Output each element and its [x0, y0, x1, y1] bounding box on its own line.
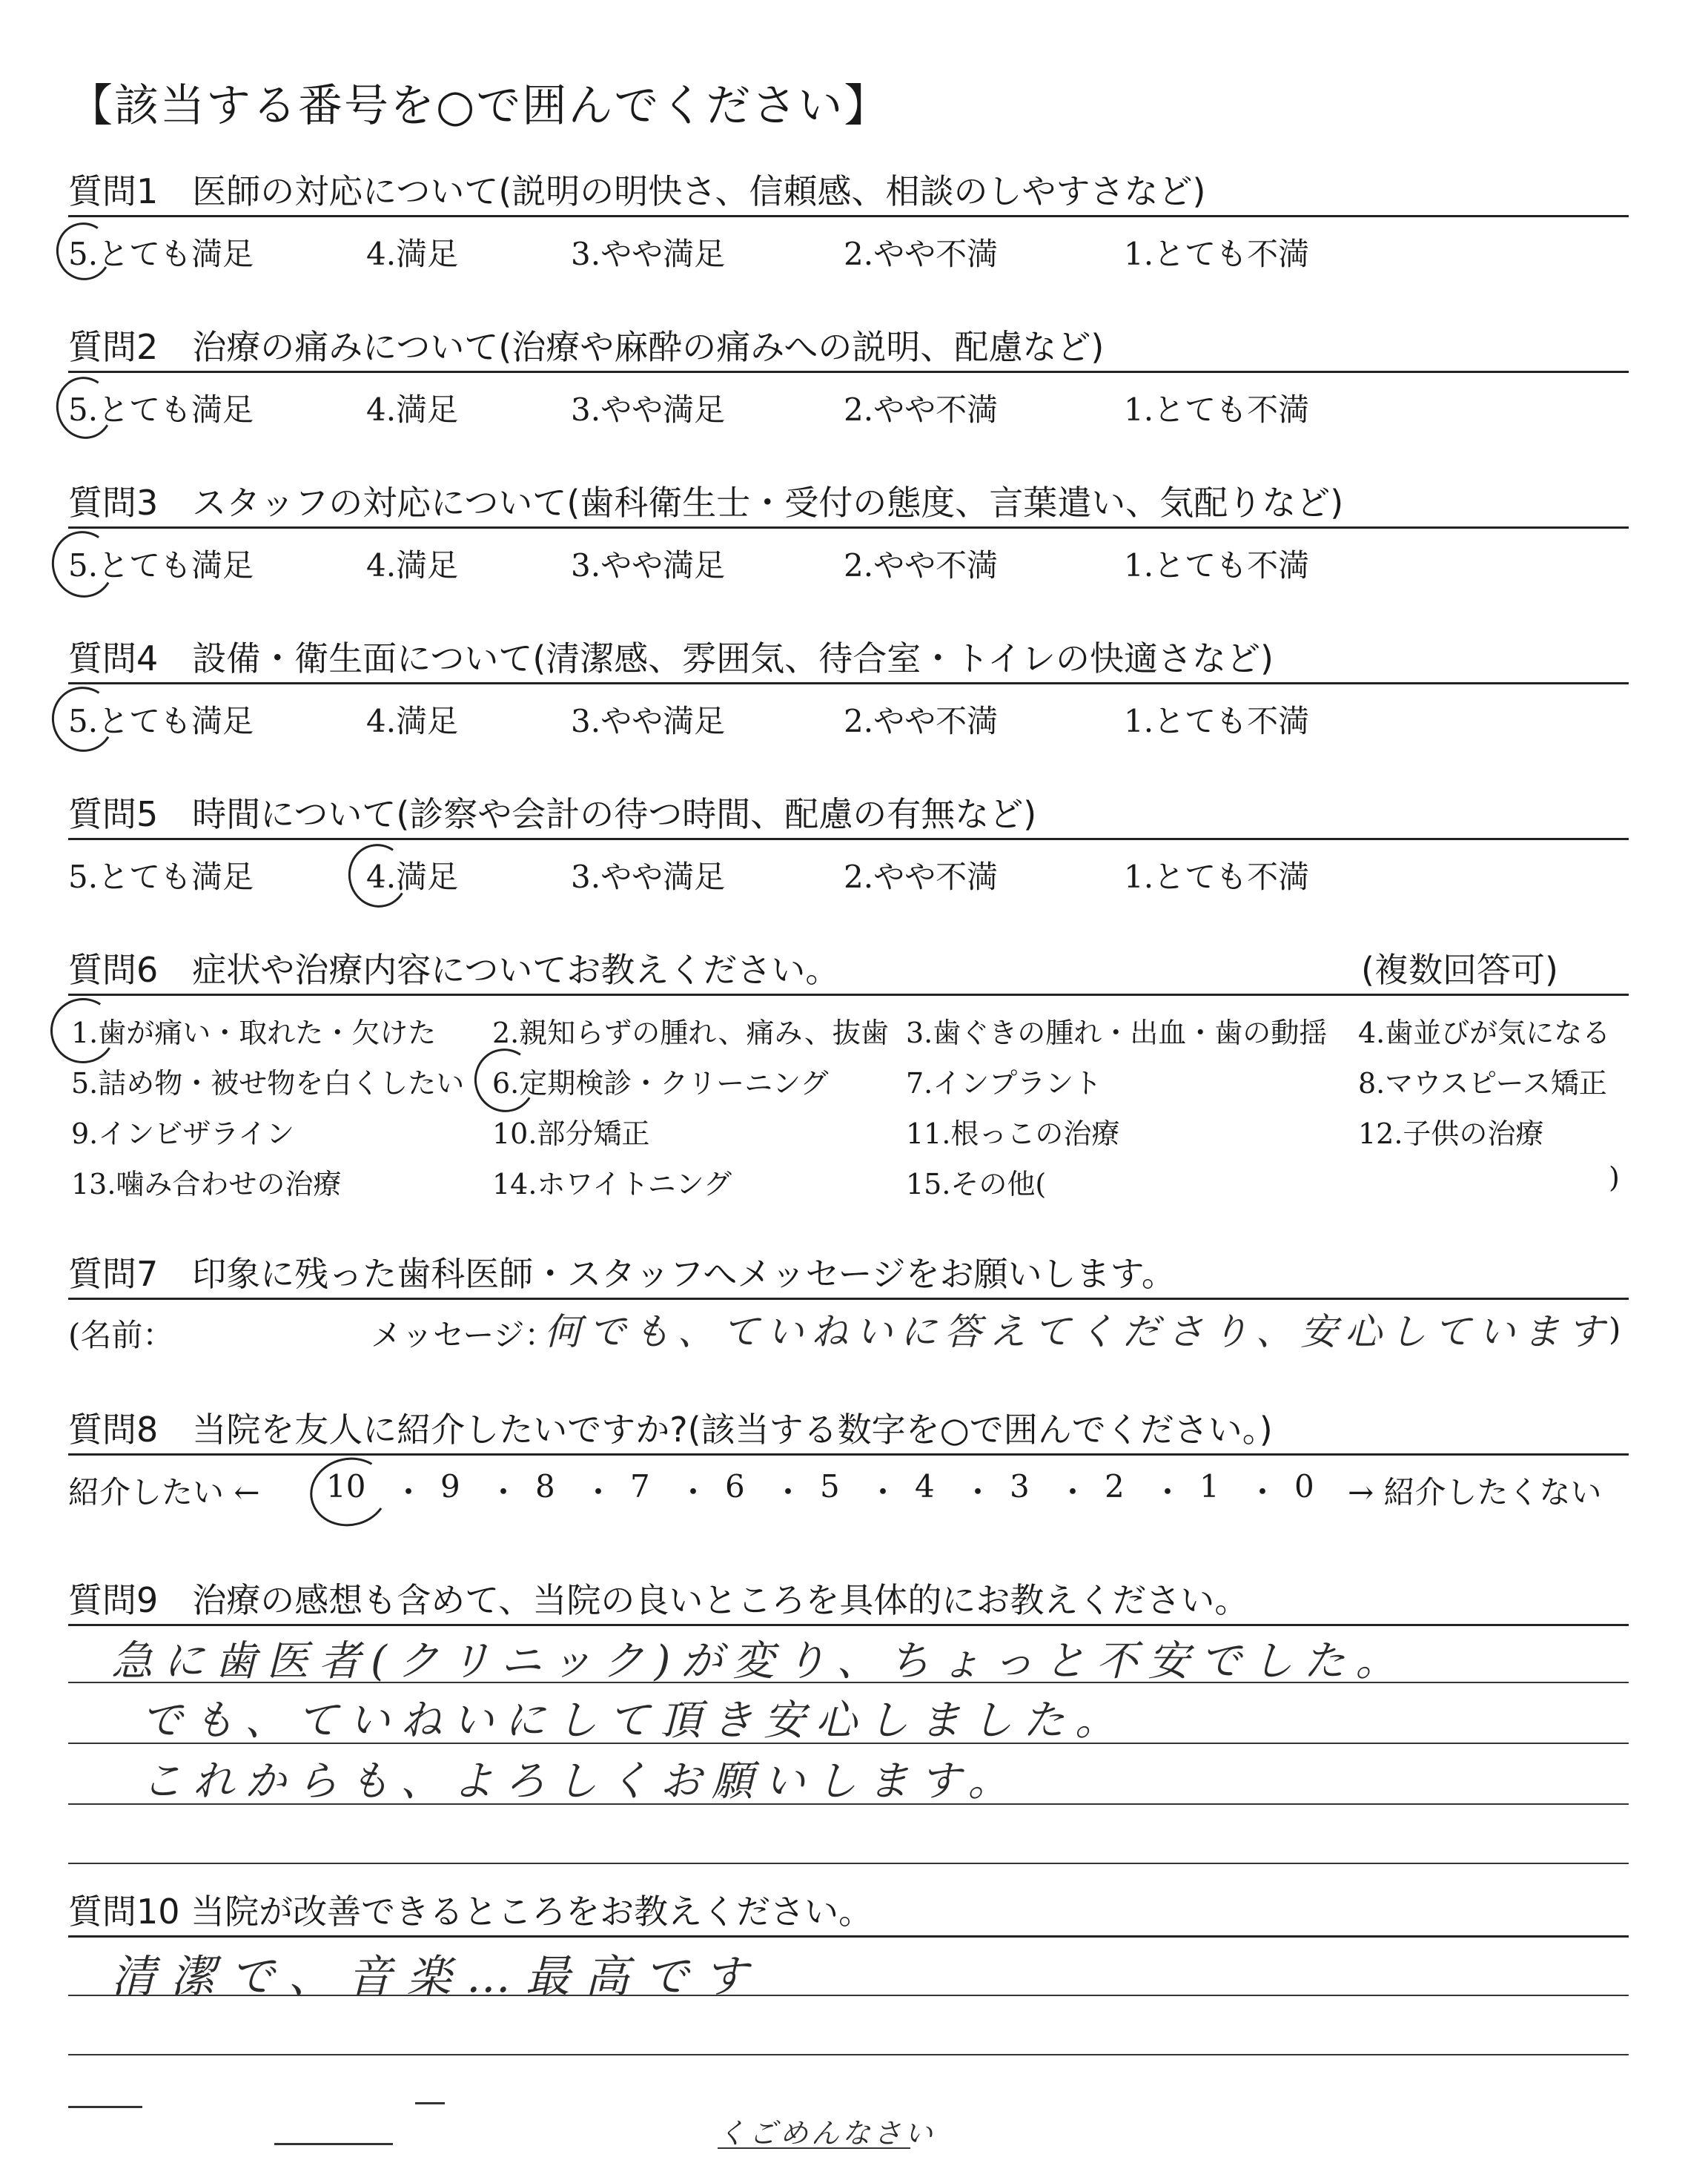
q10-writing-line [68, 1995, 1629, 1996]
q8-dot: ・ [867, 1474, 899, 1510]
question-5-rule [68, 838, 1629, 840]
q6-other-close: ) [1609, 1161, 1620, 1194]
q4-option-1[interactable]: 1.とても不満 [1124, 703, 1310, 739]
q6-option-6[interactable]: 6.定期検診・クリーニング [492, 1067, 829, 1100]
q6-option-11[interactable]: 11.根っこの治療 [906, 1117, 1120, 1150]
q2-option-5[interactable]: 5.とても満足 [68, 392, 254, 428]
q6-option-9[interactable]: 9.インビザライン [71, 1117, 295, 1150]
question-3-title: 質問3 スタッフの対応について(歯科衛生士・受付の態度、言葉遣い、気配りなど) [68, 483, 1344, 523]
q1-option-3[interactable]: 3.やや満足 [571, 236, 726, 272]
q2-option-1[interactable]: 1.とても不満 [1124, 392, 1310, 428]
question-2-title: 質問2 治療の痛みについて(治療や麻酔の痛みへの説明、配慮など) [68, 327, 1105, 367]
q8-dot: ・ [393, 1474, 425, 1510]
q7-message-handwritten[interactable]: 何でも、ていねいに答えてくださり、安心しています [544, 1310, 1612, 1353]
q5-option-3[interactable]: 3.やや満足 [571, 859, 726, 895]
q6-option-12[interactable]: 12.子供の治療 [1358, 1117, 1544, 1150]
q1-option-2[interactable]: 2.やや不満 [844, 236, 999, 272]
q5-answer-circle [342, 839, 414, 914]
q8-value-7[interactable]: 7 [630, 1468, 650, 1505]
q8-value-4[interactable]: 4 [915, 1468, 935, 1505]
q8-dot: ・ [962, 1474, 994, 1510]
q4-option-4[interactable]: 4.満足 [366, 703, 459, 739]
bottom-line-fragment [274, 2143, 393, 2145]
q6-option-13[interactable]: 13.噛み合わせの治療 [71, 1168, 342, 1200]
question-3-rule [68, 526, 1629, 529]
q8-right-label: → 紹介したくない [1348, 1474, 1602, 1510]
q5-option-5[interactable]: 5.とても満足 [68, 859, 254, 895]
q3-option-2[interactable]: 2.やや不満 [844, 547, 999, 584]
q3-option-5[interactable]: 5.とても満足 [68, 547, 254, 584]
question-6-title: 質問6 症状や治療内容についてお教えください。 [68, 950, 840, 990]
q8-value-1[interactable]: 1 [1199, 1468, 1219, 1505]
q6-option-10[interactable]: 10.部分矯正 [492, 1117, 650, 1150]
question-10-rule [68, 1935, 1629, 1938]
q8-answer-circle [304, 1450, 395, 1533]
q4-option-5[interactable]: 5.とても満足 [68, 703, 254, 739]
q9-answer-line-1[interactable]: 急に歯医者(クリニック)が変り、ちょっと不安でした。 [111, 1637, 1408, 1685]
question-7-title: 質問7 印象に残った歯科医師・スタッフへメッセージをお願いします。 [68, 1254, 1176, 1294]
q4-option-2[interactable]: 2.やや不満 [844, 703, 999, 739]
q6-option-4[interactable]: 4.歯並びが気になる [1358, 1017, 1611, 1049]
question-10-title: 質問10 当院が改善できるところをお教えください。 [68, 1892, 873, 1932]
q8-dot: ・ [678, 1474, 709, 1510]
footer-note-underline [718, 2147, 910, 2149]
q3-option-3[interactable]: 3.やや満足 [571, 547, 726, 584]
q8-value-6[interactable]: 6 [725, 1468, 745, 1505]
question-8-title: 質問8 当院を友人に紹介したいですか?(該当する数字を○で囲んでください。) [68, 1410, 1273, 1450]
q6-option-8[interactable]: 8.マウスピース矯正 [1358, 1067, 1607, 1100]
question-9-rule [68, 1624, 1629, 1626]
q8-value-10[interactable]: 10 [326, 1468, 366, 1505]
q5-option-1[interactable]: 1.とても不満 [1124, 859, 1310, 895]
q2-answer-circle [50, 371, 119, 444]
question-1-title: 質問1 医師の対応について(説明の明快さ、信頼感、相談のしやすさなど) [68, 171, 1206, 211]
q6-answer-circle-1 [44, 992, 122, 1069]
q5-option-4[interactable]: 4.満足 [366, 859, 459, 895]
q6-option-5[interactable]: 5.詰め物・被せ物を白くしたい [71, 1067, 465, 1100]
question-4-rule [68, 682, 1629, 684]
q9-answer-line-3[interactable]: これからも、よろしくお願いします。 [141, 1757, 1020, 1806]
q7-close-paren: ) [1609, 1311, 1621, 1347]
q6-option-1[interactable]: 1.歯が痛い・取れた・欠けた [71, 1017, 437, 1049]
q6-option-15[interactable]: 15.その他( [906, 1168, 1047, 1200]
q1-answer-circle [51, 217, 117, 285]
q7-message-label: メッセージ： [371, 1317, 556, 1353]
q9-answer-line-2[interactable]: でも、ていねいにして頂き安心しました。 [141, 1697, 1127, 1745]
q1-option-1[interactable]: 1.とても不満 [1124, 236, 1310, 272]
question-6-rule [68, 994, 1629, 996]
q8-value-9[interactable]: 9 [440, 1468, 460, 1505]
question-1-rule [68, 215, 1629, 217]
q8-value-0[interactable]: 0 [1294, 1468, 1314, 1505]
bottom-line-fragment [415, 2102, 445, 2104]
q8-left-label: 紹介したい ← [68, 1474, 260, 1510]
q8-value-8[interactable]: 8 [535, 1468, 555, 1505]
q8-dot: ・ [1247, 1474, 1279, 1510]
q6-option-3[interactable]: 3.歯ぐきの腫れ・出血・歯の動揺 [906, 1017, 1328, 1049]
bottom-line-fragment [68, 2106, 142, 2108]
q3-answer-circle [46, 525, 121, 603]
q8-value-2[interactable]: 2 [1105, 1468, 1125, 1505]
form-title: 【該当する番号を○で囲んでください】 [68, 80, 890, 132]
q6-option-7[interactable]: 7.インプラント [906, 1067, 1102, 1100]
question-9-title: 質問9 治療の感想も含めて、当院の良いところを具体的にお教えください。 [68, 1580, 1249, 1620]
q6-option-2[interactable]: 2.親知らずの腫れ、痛み、抜歯 [492, 1017, 889, 1049]
q9-writing-line [68, 1863, 1629, 1864]
q8-dot: ・ [583, 1474, 615, 1510]
question-8-rule [68, 1453, 1629, 1456]
question-7-rule [68, 1298, 1629, 1300]
q8-dot: ・ [1152, 1474, 1184, 1510]
q2-option-2[interactable]: 2.やや不満 [844, 392, 999, 428]
q8-dot: ・ [488, 1474, 520, 1510]
q10-answer-line-1[interactable]: 清潔で、音楽…最高です [111, 1951, 763, 2003]
q8-value-5[interactable]: 5 [820, 1468, 840, 1505]
q6-option-14[interactable]: 14.ホワイトニング [492, 1168, 732, 1200]
q9-writing-line [68, 1743, 1629, 1744]
q3-option-1[interactable]: 1.とても不満 [1124, 547, 1310, 584]
q10-writing-line [68, 2054, 1629, 2055]
q3-option-4[interactable]: 4.満足 [366, 547, 459, 584]
q2-option-3[interactable]: 3.やや満足 [571, 392, 726, 428]
q9-writing-line [68, 1682, 1629, 1683]
question-5-title: 質問5 時間について(診察や会計の待つ時間、配慮の有無など) [68, 794, 1037, 834]
q5-option-2[interactable]: 2.やや不満 [844, 859, 999, 895]
q8-value-3[interactable]: 3 [1010, 1468, 1030, 1505]
q8-dot: ・ [1057, 1474, 1089, 1510]
question-2-rule [68, 371, 1629, 373]
q4-option-3[interactable]: 3.やや満足 [571, 703, 726, 739]
q1-option-5[interactable]: 5.とても満足 [68, 236, 254, 272]
footer-handwritten-note: くごめんなさい [718, 2117, 936, 2150]
q2-option-4[interactable]: 4.満足 [366, 392, 459, 428]
question-4-title: 質問4 設備・衛生面について(清潔感、雰囲気、待合室・トイレの快適さなど) [68, 638, 1274, 678]
q8-dot: ・ [772, 1474, 804, 1510]
question-6-note: (複数回答可) [1361, 950, 1558, 990]
q4-answer-circle [46, 681, 120, 758]
q1-option-4[interactable]: 4.満足 [366, 236, 459, 272]
q6-answer-circle-6 [469, 1043, 541, 1117]
q9-writing-line [68, 1803, 1629, 1805]
q7-name-label: (名前： [68, 1317, 174, 1353]
